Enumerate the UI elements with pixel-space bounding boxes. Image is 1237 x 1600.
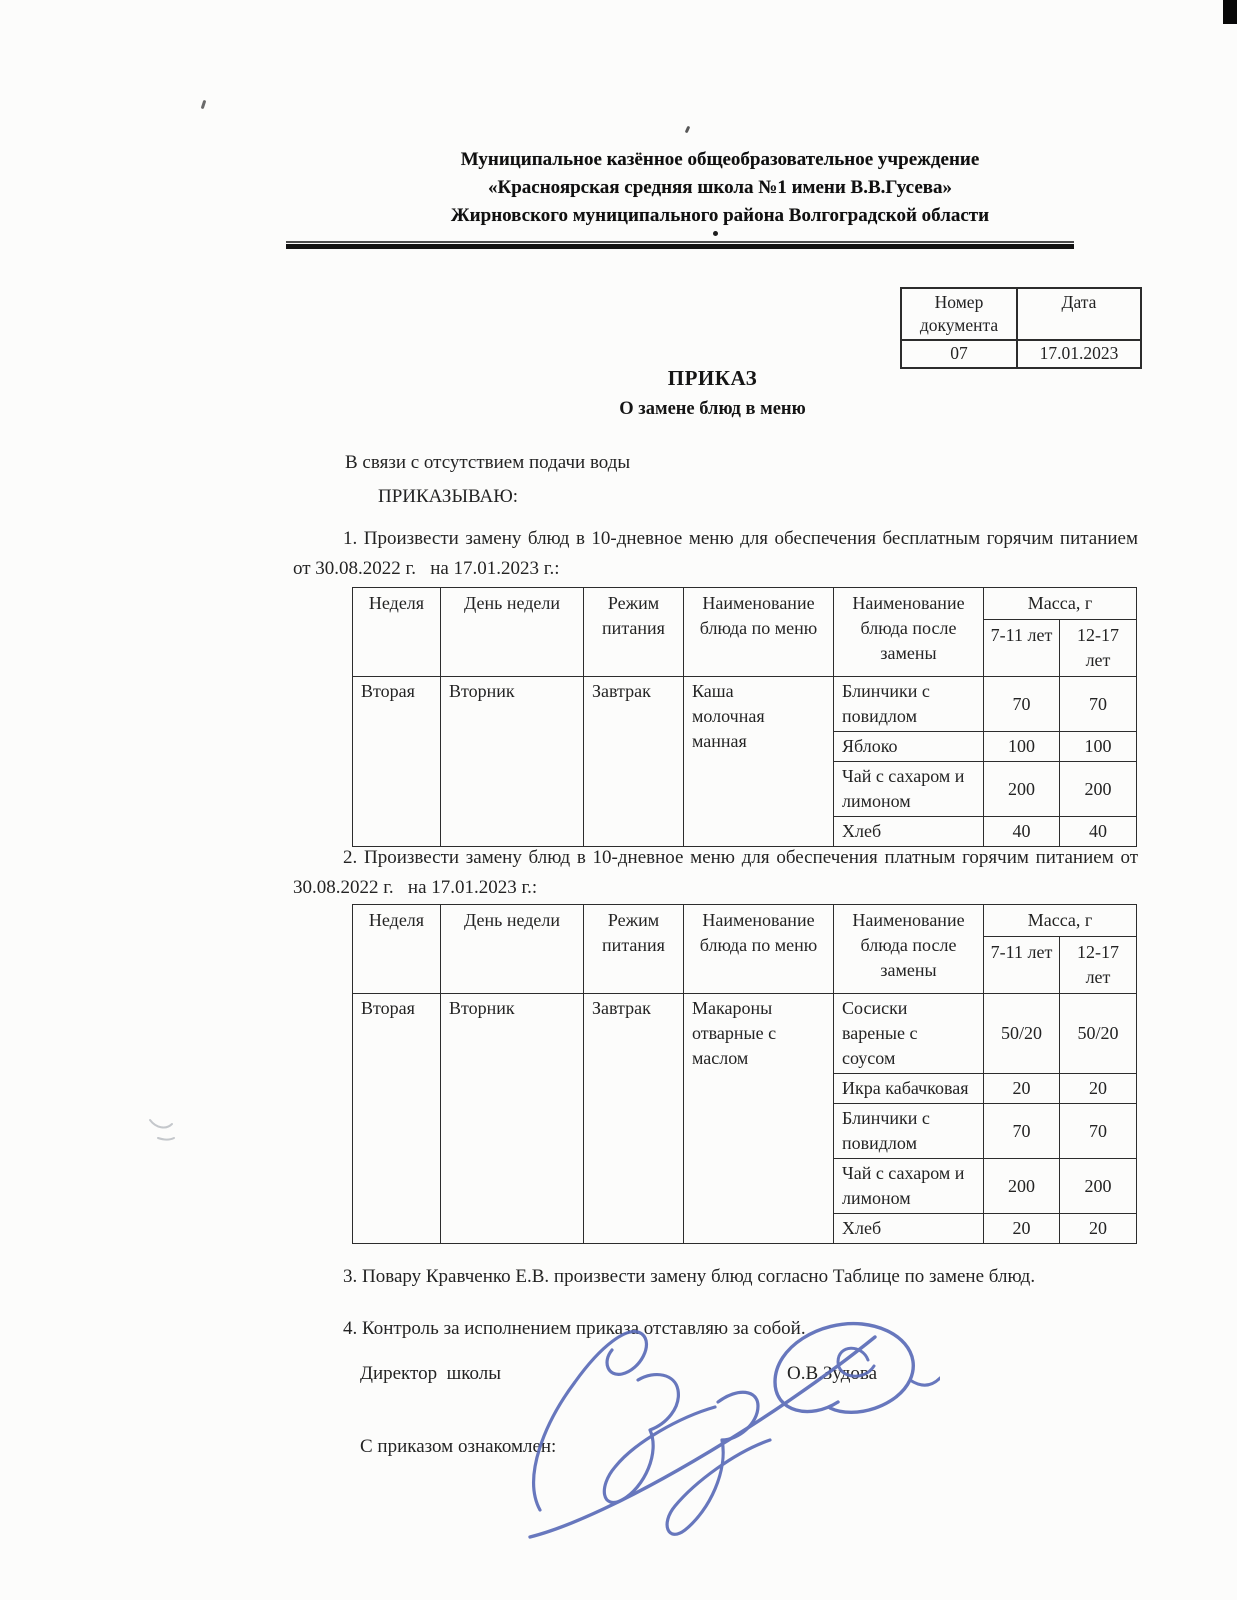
- col-mass: Масса, г: [984, 905, 1137, 937]
- t2-mass-7-11-2: 70: [984, 1104, 1060, 1159]
- t1-replacement-3: Хлеб: [834, 817, 984, 847]
- col-dish-before: Наименование блюда по меню: [684, 905, 834, 994]
- t2-mass-12-17-3: 200: [1060, 1159, 1137, 1214]
- t2-mass-7-11-0: 50/20: [984, 994, 1060, 1074]
- order-item-2: 2. Произвести замену блюд в 10-дневное меню для обеспечения платным горячим питанием от 30.08.2022 г. на 17.01.2023 г.:: [293, 847, 1138, 898]
- t2-replacement-1: Икра кабачковая: [834, 1074, 984, 1104]
- t1-mass-7-11-1: 100: [984, 732, 1060, 762]
- scan-speck: [201, 100, 207, 109]
- menu-replacement-table-free: [352, 587, 1137, 847]
- org-line-1: Муниципальное казённое общеобразовательное учреждение: [460, 149, 980, 170]
- t2-mass-7-11-3: 200: [984, 1159, 1060, 1214]
- reason-line: В связи с отсутствием подачи воды: [345, 452, 631, 473]
- decree-word: ПРИКАЗЫВАЮ:: [378, 486, 519, 507]
- t1-mass-7-11-2: 200: [984, 762, 1060, 817]
- t1-mass-12-17-1: 100: [1060, 732, 1137, 762]
- document-subtitle: О замене блюд в меню: [619, 399, 806, 419]
- t1-mass-12-17-0: 70: [1060, 677, 1137, 732]
- document-title: ПРИКАЗ: [667, 366, 758, 390]
- t1-meal: Завтрак: [584, 677, 684, 847]
- col-age-12-17: 12-17 лет: [1060, 620, 1137, 677]
- meta-date-value: 17.01.2023: [1017, 340, 1141, 368]
- t2-mass-12-17-1: 20: [1060, 1074, 1137, 1104]
- t2-dish-before: Макароны отварные с маслом: [684, 994, 834, 1244]
- meta-number-value: 07: [901, 340, 1017, 368]
- t1-replacement-2: Чай с сахаром и лимоном: [834, 762, 984, 817]
- t2-replacement-2: Блинчики с повидлом: [834, 1104, 984, 1159]
- organization-header: [285, 146, 1155, 230]
- col-age-7-11: 7-11 лет: [984, 620, 1060, 677]
- table-row: [353, 677, 1137, 732]
- col-dish-before: Наименование блюда по меню: [684, 588, 834, 677]
- scan-speck: [685, 126, 691, 134]
- t1-day: Вторник: [441, 677, 584, 847]
- director-name: О.В.Зудова: [787, 1363, 878, 1384]
- meta-date-label: Дата: [1017, 288, 1141, 340]
- t2-mass-7-11-1: 20: [984, 1074, 1060, 1104]
- col-meal: Режим питания: [584, 588, 684, 677]
- table-header-row: [353, 588, 1137, 620]
- menu-replacement-table-paid: [352, 904, 1137, 1244]
- header-divider-rule: [286, 241, 1074, 250]
- t1-mass-7-11-3: 40: [984, 817, 1060, 847]
- t2-replacement-4: Хлеб: [834, 1214, 984, 1244]
- col-week: Неделя: [353, 588, 441, 677]
- acknowledgement-line: С приказом ознакомлен:: [360, 1436, 557, 1457]
- col-meal: Режим питания: [584, 905, 684, 994]
- order-item-1: 1. Произвести замену блюд в 10-дневное меню для обеспечения бесплатным горячим питанием от 30.08.2022 г. на 17.01.2023 г.:: [293, 528, 1138, 579]
- col-mass: Масса, г: [984, 588, 1137, 620]
- t2-replacement-3: Чай с сахаром и лимоном: [834, 1159, 984, 1214]
- signature-ink: [470, 1282, 940, 1562]
- order-item-3: 3. Повару Кравченко Е.В. произвести замену блюд согласно Таблице по замене блюд.: [343, 1266, 1036, 1287]
- t1-replacement-1: Яблоко: [834, 732, 984, 762]
- t2-week: Вторая: [353, 994, 441, 1244]
- org-line-3: Жирновского муниципального района Волгоградской области: [450, 205, 990, 226]
- col-age-7-11: 7-11 лет: [984, 937, 1060, 994]
- t1-week: Вторая: [353, 677, 441, 847]
- scan-corner-artifact: [1223, 0, 1237, 24]
- col-day: День недели: [441, 905, 584, 994]
- col-day: День недели: [441, 588, 584, 677]
- col-age-12-17: 12-17 лет: [1060, 937, 1137, 994]
- table-row: [353, 994, 1137, 1074]
- t1-dish-before: Каша молочная манная: [684, 677, 834, 847]
- table-header-row: [353, 905, 1137, 937]
- t2-day: Вторник: [441, 994, 584, 1244]
- col-dish-after: Наименование блюда после замены: [834, 905, 984, 994]
- t2-meal: Завтрак: [584, 994, 684, 1244]
- pencil-mark-artifact: [138, 1098, 192, 1148]
- t2-mass-7-11-4: 20: [984, 1214, 1060, 1244]
- col-week: Неделя: [353, 905, 441, 994]
- t2-mass-12-17-2: 70: [1060, 1104, 1137, 1159]
- t2-replacement-0: Сосиски вареные с соусом: [834, 994, 984, 1074]
- t1-replacement-0: Блинчики с повидлом: [834, 677, 984, 732]
- header-dot-artifact: [713, 231, 718, 236]
- meta-number-label: Номер документа: [901, 288, 1017, 340]
- t2-mass-12-17-0: 50/20: [1060, 994, 1137, 1074]
- director-role-label: Директор школы: [360, 1363, 501, 1384]
- t1-mass-12-17-2: 200: [1060, 762, 1137, 817]
- t2-mass-12-17-4: 20: [1060, 1214, 1137, 1244]
- t1-mass-12-17-3: 40: [1060, 817, 1137, 847]
- org-line-2: «Красноярская средняя школа №1 имени В.В.Гусева»: [487, 177, 953, 198]
- col-dish-after: Наименование блюда после замены: [834, 588, 984, 677]
- order-item-4: 4. Контроль за исполнением приказа отставляю за собой.: [343, 1318, 806, 1339]
- t1-mass-7-11-0: 70: [984, 677, 1060, 732]
- document-meta-table: [900, 287, 1142, 369]
